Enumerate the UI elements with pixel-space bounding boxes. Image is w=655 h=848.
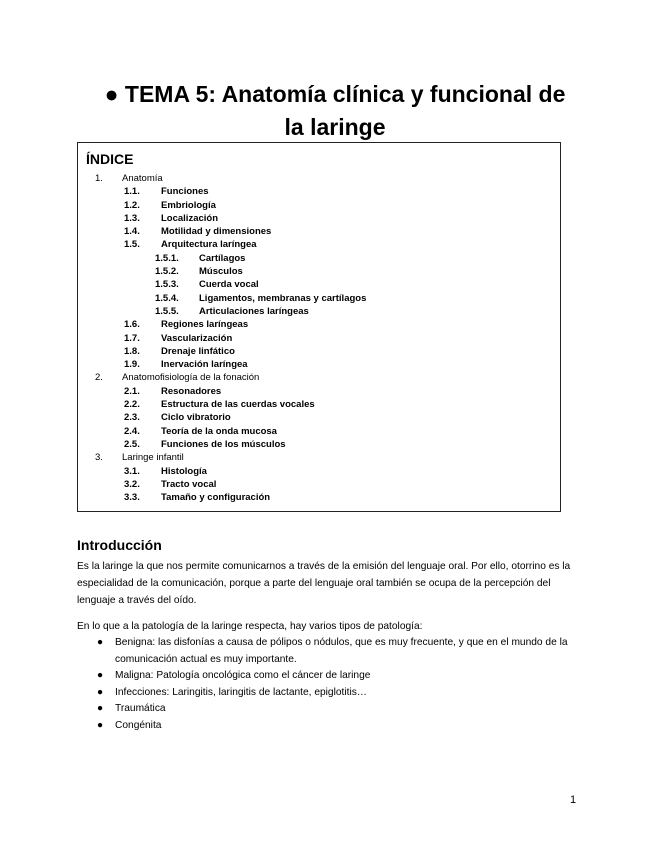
- toc-item-number: 1.2.: [124, 199, 140, 211]
- toc-item-label: Inervación laríngea: [161, 359, 248, 371]
- toc-item: [78, 279, 560, 292]
- toc-item: [78, 306, 560, 319]
- toc-item-label: Vascularización: [161, 332, 233, 344]
- toc-item-label: Laringe infantil: [122, 452, 184, 464]
- table-of-contents: [78, 173, 560, 505]
- toc-item-number: 1.5.: [124, 239, 140, 251]
- toc-item-number: 3.3.: [124, 492, 140, 504]
- toc-item-label: Tamaño y configuración: [161, 492, 271, 504]
- pathology-list: [77, 635, 587, 734]
- toc-item-number: 1.9.: [124, 359, 140, 371]
- toc-item: [78, 253, 560, 266]
- toc-item-number: 1.5.3.: [155, 279, 179, 291]
- toc-item-label: Embriología: [161, 199, 216, 211]
- toc-item-number: 1.8.: [124, 345, 140, 357]
- intro-paragraph-2: En lo que a la patología de la laringe respecta, hay varios tipos de patología:: [77, 621, 423, 632]
- list-item: [77, 701, 587, 718]
- list-item-text: Benigna: las disfonías a causa de pólipos o nódulos, que es muy frecuente, y que en el mundo de la comunicación actual es muy importante.: [115, 637, 568, 665]
- toc-item-label: Regiones laríngeas: [161, 319, 249, 331]
- toc-item-label: Ligamentos, membranas y cartílagos: [199, 292, 367, 304]
- toc-item: [78, 200, 560, 213]
- toc-item-number: 1.5.1.: [155, 252, 179, 264]
- toc-item-number: 1.4.: [124, 226, 140, 238]
- index-heading: ÍNDICE: [86, 151, 134, 167]
- toc-item-number: 1.6.: [124, 319, 140, 331]
- toc-item-number: 2.: [95, 372, 103, 384]
- toc-item-label: Histología: [161, 465, 207, 477]
- toc-item-number: 3.2.: [124, 478, 140, 490]
- toc-item-number: 3.: [95, 452, 103, 464]
- toc-item-label: Anatomofisiología de la fonación: [122, 372, 260, 384]
- page-number: 1: [570, 794, 577, 806]
- toc-item-label: Cartílagos: [199, 252, 246, 264]
- toc-item: [78, 412, 560, 425]
- toc-item-number: 3.1.: [124, 465, 140, 477]
- toc-item-number: 2.4.: [124, 425, 140, 437]
- list-item: [77, 718, 587, 735]
- toc-item: [78, 333, 560, 346]
- toc-item: [78, 452, 560, 465]
- list-item: [77, 685, 587, 702]
- toc-item-number: 2.3.: [124, 412, 140, 424]
- toc-item-label: Motilidad y dimensiones: [161, 226, 272, 238]
- toc-item-number: 2.5.: [124, 438, 140, 450]
- toc-item: [78, 426, 560, 439]
- toc-item-number: 2.2.: [124, 399, 140, 411]
- toc-item-number: 1.5.5.: [155, 305, 179, 317]
- toc-item: [78, 266, 560, 279]
- toc-item-label: Músculos: [199, 266, 243, 278]
- bullet-icon: ●: [97, 703, 104, 714]
- toc-item-number: 1.5.4.: [155, 292, 179, 304]
- toc-item: [78, 399, 560, 412]
- toc-item: [78, 386, 560, 399]
- toc-item-number: 1.1.: [124, 186, 140, 198]
- toc-item: [78, 372, 560, 385]
- toc-item-number: 2.1.: [124, 385, 140, 397]
- toc-item-label: Cuerda vocal: [199, 279, 259, 291]
- toc-item-label: Estructura de las cuerdas vocales: [161, 399, 315, 411]
- bullet-icon: ●: [97, 637, 104, 648]
- toc-item: [78, 359, 560, 372]
- toc-item: [78, 439, 560, 452]
- toc-item: [78, 173, 560, 186]
- toc-item-label: Localización: [161, 212, 219, 224]
- intro-heading: Introducción: [77, 537, 162, 553]
- list-item-text: Maligna: Patología oncológica como el cáncer de laringe: [115, 670, 371, 681]
- toc-item: [78, 466, 560, 479]
- document-title: ● TEMA 5: Anatomía clínica y funcional de la laringe: [104, 81, 566, 140]
- toc-item-label: Resonadores: [161, 385, 222, 397]
- toc-item-number: 1.7.: [124, 332, 140, 344]
- toc-item: [78, 319, 560, 332]
- toc-item: [78, 226, 560, 239]
- list-item-text: Infecciones: Laringitis, laringitis de lactante, epiglotitis…: [115, 686, 367, 698]
- toc-item-label: Anatomía: [122, 173, 163, 184]
- bullet-icon: ●: [97, 719, 104, 731]
- toc-item: [78, 346, 560, 359]
- toc-item: [78, 492, 560, 505]
- list-item: [77, 668, 587, 685]
- toc-item-label: Drenaje linfático: [161, 345, 235, 357]
- toc-item-number: 1.3.: [124, 212, 140, 224]
- bullet-icon: ●: [97, 686, 104, 698]
- toc-item-label: Funciones: [161, 186, 209, 198]
- list-item: [77, 635, 587, 668]
- toc-item: [78, 213, 560, 226]
- index-box: [77, 142, 561, 512]
- toc-item: [78, 239, 560, 252]
- toc-item: [78, 479, 560, 492]
- list-item-text: Congénita: [115, 719, 162, 731]
- toc-item-label: Arquitectura laríngea: [161, 239, 257, 251]
- toc-item-number: 1.: [95, 173, 103, 184]
- list-item-text: Traumática: [115, 703, 166, 714]
- toc-item-label: Funciones de los músculos: [161, 438, 286, 450]
- toc-item: [78, 186, 560, 199]
- toc-item-label: Articulaciones laríngeas: [199, 305, 309, 317]
- bullet-icon: ●: [97, 670, 104, 681]
- intro-paragraph-1: Es la laringe la que nos permite comunicarnos a través de la emisión del lenguaje oral. Por ello, otorrino es la especialidad de la comunicación, porque a parte del lenguaje oral también se ocupa de la percepción del lenguaje a través del oído.: [77, 561, 571, 606]
- toc-item: [78, 293, 560, 306]
- toc-item-label: Teoría de la onda mucosa: [161, 425, 277, 437]
- toc-item-number: 1.5.2.: [155, 266, 179, 278]
- toc-item-label: Ciclo vibratorio: [161, 412, 231, 424]
- toc-item-label: Tracto vocal: [161, 478, 217, 490]
